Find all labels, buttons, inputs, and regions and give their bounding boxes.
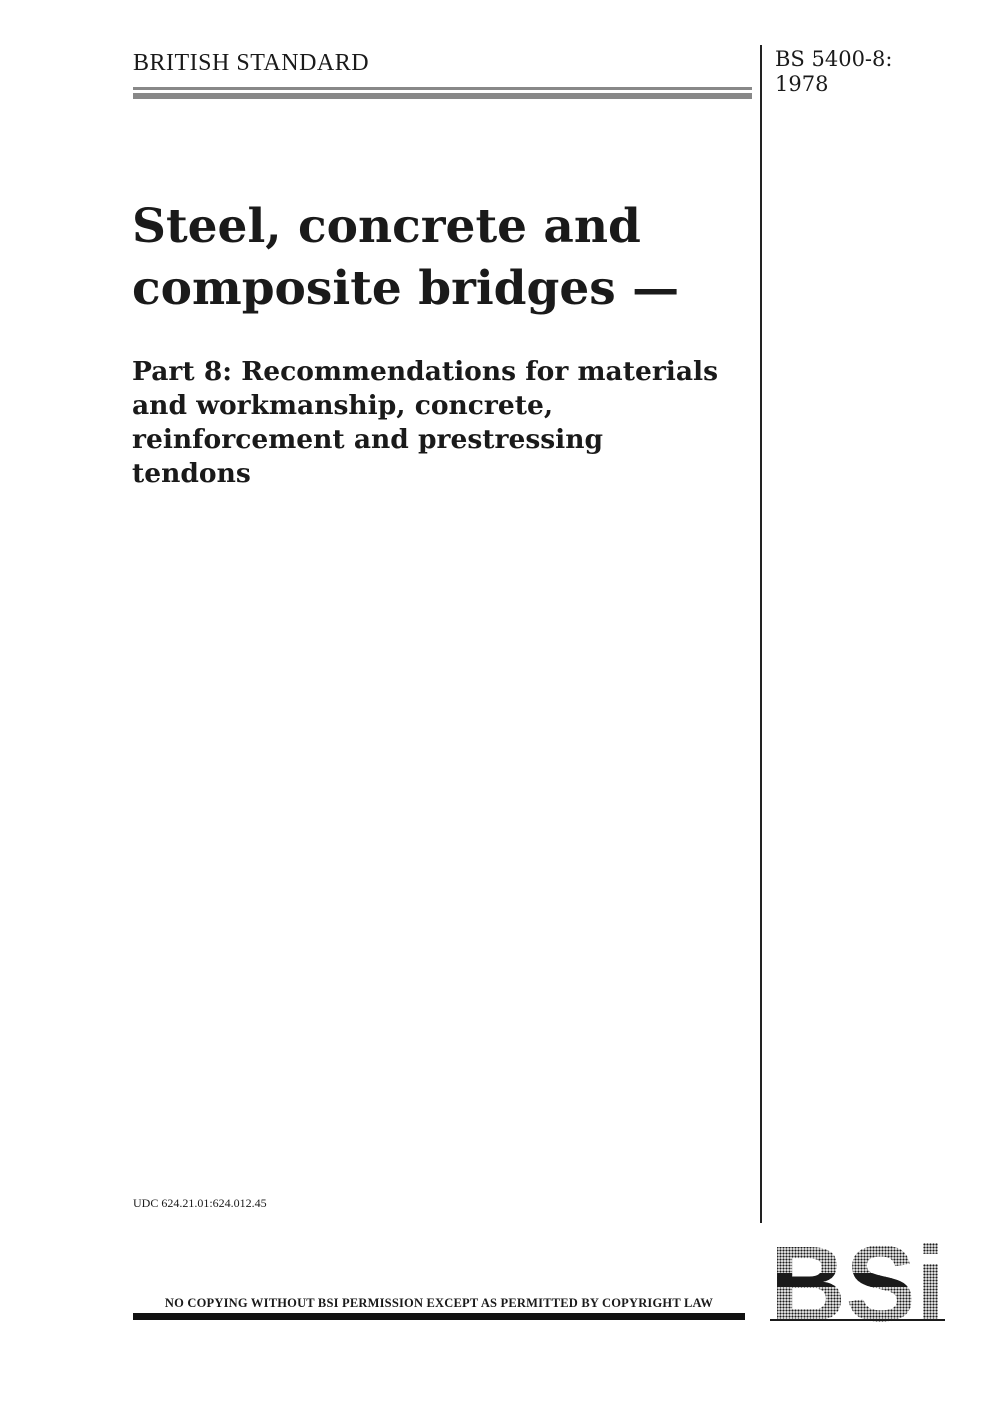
header-rule-thick [133, 93, 752, 99]
title-line-2: composite bridges — [132, 261, 680, 316]
document-number-code: BS 5400-8: [775, 47, 893, 71]
document-subtitle [132, 355, 757, 491]
title-line-1: Steel, concrete and [132, 199, 641, 254]
series-label: BRITISH STANDARD [133, 50, 370, 76]
bsi-logo [770, 1243, 945, 1323]
header-rule-thin [133, 87, 752, 90]
document-number [775, 47, 892, 97]
udc-classification: UDC 624.21.01:624.012.45 [133, 1196, 267, 1210]
subtitle-line-3: reinforcement and prestressing [132, 424, 604, 455]
copyright-notice: NO COPYING WITHOUT BSI PERMISSION EXCEPT AS PERMITTED BY COPYRIGHT LAW [164, 1296, 714, 1310]
document-number-year: 1978 [775, 72, 829, 96]
vertical-divider [760, 45, 762, 1223]
footer-rule [133, 1313, 745, 1320]
document-title [132, 196, 679, 320]
subtitle-line-1: Part 8: Recommendations for materials [132, 356, 719, 387]
subtitle-line-4: tendons [132, 458, 251, 489]
subtitle-line-2: and workmanship, concrete, [132, 390, 554, 421]
